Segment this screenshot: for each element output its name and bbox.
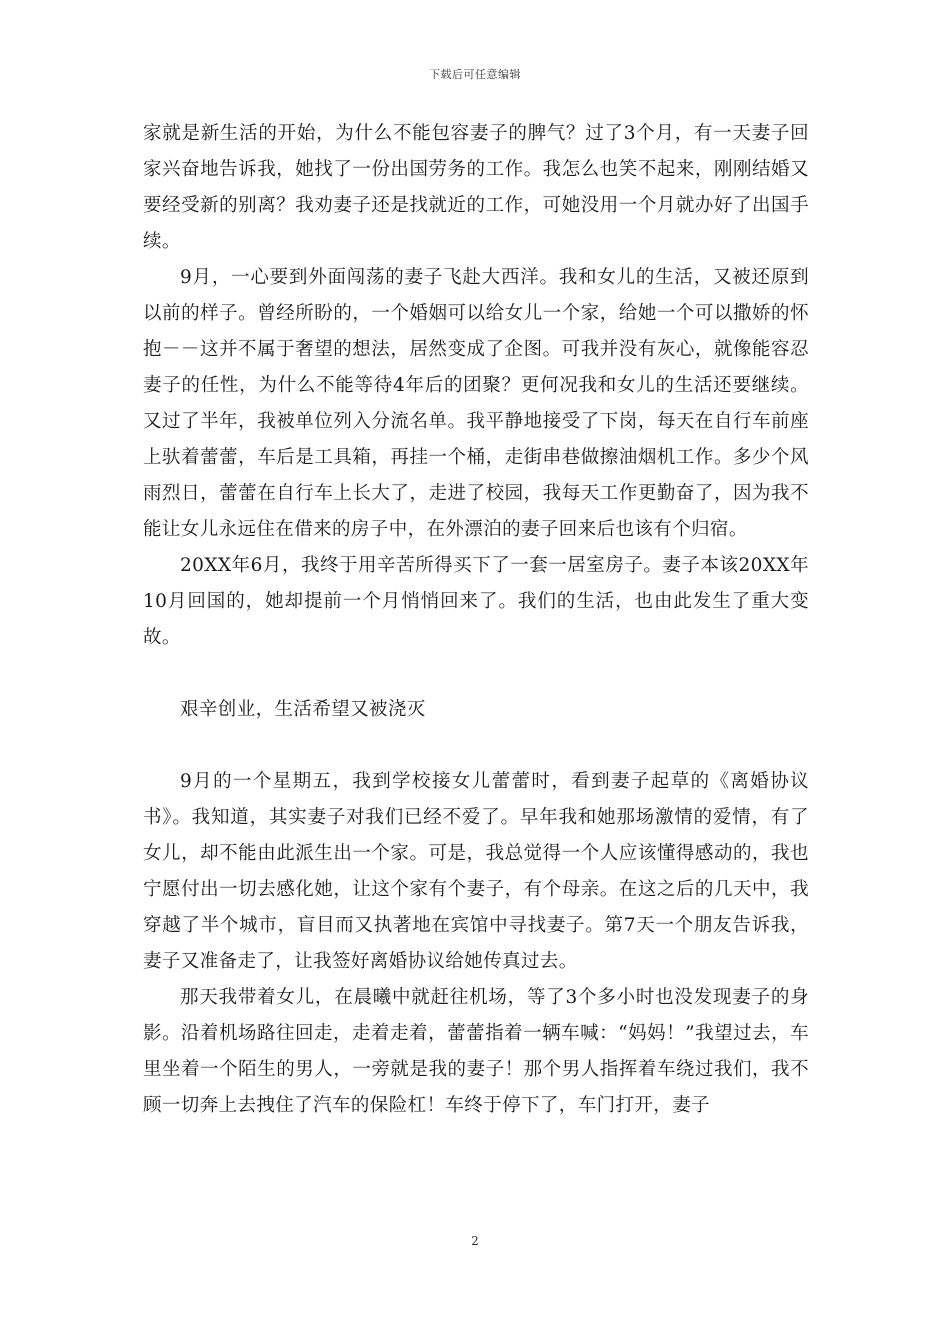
document-body	[143, 116, 809, 1124]
paragraph: 那天我带着女儿，在晨曦中就赶往机场，等了3个多小时也没发现妻子的身影。沿着机场路往回走，走着走着，蕾蕾指着一辆车喊：“妈妈！”我望过去，车里坐着一个陌生的男人，一旁就是我的妻子！那个男人指挥着车绕过我们，我不顾一切奔上去拽住了汽车的保险杠！车终于停下了，车门打开，妻子	[143, 987, 809, 1116]
page-number: 2	[471, 1234, 479, 1248]
section-heading: 艰辛创业，生活希望又被浇灭	[180, 699, 426, 720]
paragraph-continued: 家就是新生活的开始，为什么不能包容妻子的脾气？过了3个月，有一天妻子回家兴奋地告诉我，她找了一份出国劳务的工作。我怎么也笑不起来，刚刚结婚又要经受新的别离？我劝妻子还是找就近的工作，可她没用一个月就办好了出国手续。	[143, 123, 809, 252]
paragraph: 9月的一个星期五，我到学校接女儿蕾蕾时，看到妻子起草的《离婚协议书》。我知道，其实妻子对我们已经不爱了。早年我和她那场激情的爱情，有了女儿，却不能由此派生出一个家。可是，我总觉得一个人应该懂得感动的，我也宁愿付出一切去感化她，让这个家有个妻子，有个母亲。在这之后的几天中，我穿越了半个城市，盲目而又执著地在宾馆中寻找妻子。第7天一个朋友告诉我，妻子又准备走了，让我签好离婚协议给她传真过去。	[143, 771, 809, 972]
page-header: 下载后可任意编辑	[429, 68, 521, 81]
paragraph: 9月，一心要到外面闯荡的妻子飞赴大西洋。我和女儿的生活，又被还原到以前的样子。曾经所盼的，一个婚姻可以给女儿一个家，给她一个可以撒娇的怀抱－－这并不属于奢望的想法，居然变成了企图。可我并没有灰心，就像能容忍妻子的任性，为什么不能等待4年后的团聚？更何况我和女儿的生活还要继续。又过了半年，我被单位列入分流名单。我平静地接受了下岗，每天在自行车前座上驮着蕾蕾，车后是工具箱，再挂一个桶，走街串巷做擦油烟机工作。多少个风雨烈日，蕾蕾在自行车上长大了，走进了校园，我每天工作更勤奋了，因为我不能让女儿永远住在借来的房子中，在外漂泊的妻子回来后也该有个归宿。	[143, 267, 809, 540]
paragraph: 20XX年6月，我终于用辛苦所得买下了一套一居室房子。妻子本该20XX年10月回国的，她却提前一个月悄悄回来了。我们的生活，也由此发生了重大变故。	[143, 555, 809, 648]
